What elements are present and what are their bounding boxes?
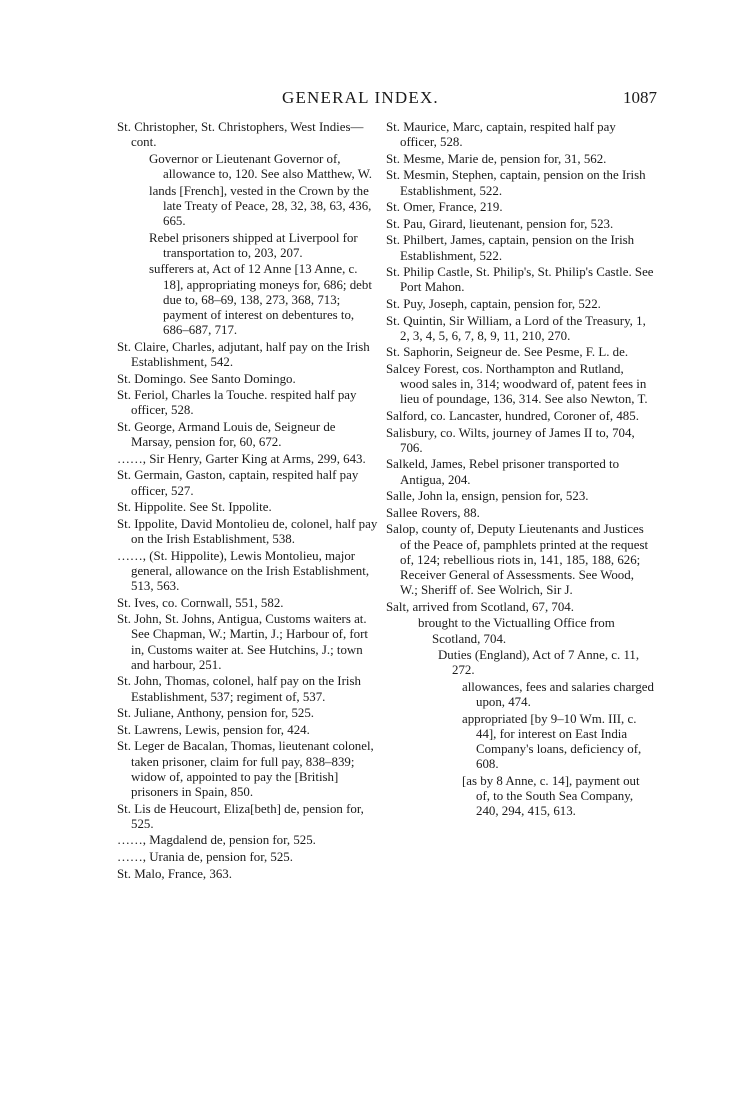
- index-entry: [386, 345, 654, 360]
- index-entry-text: ……, Urania de, pension for, 525.: [117, 849, 293, 864]
- index-entry: [117, 340, 379, 370]
- index-entry: [386, 426, 654, 456]
- index-entry: [386, 489, 654, 504]
- index-subentry: [117, 152, 379, 182]
- index-entry: [386, 120, 654, 150]
- index-entry: [386, 522, 654, 598]
- index-entry-text: St. Omer, France, 219.: [386, 200, 503, 215]
- index-entry: [386, 314, 654, 344]
- index-entry-text: St. Lis de Heucourt, Eliza[beth] de, pension for, 525.: [117, 801, 364, 831]
- index-entry-text: Duties (England), Act of 7 Anne, c. 11, 272.: [438, 648, 640, 678]
- index-entry-text: Rebel prisoners shipped at Liverpool for transportation to, 203, 207.: [149, 230, 358, 260]
- index-entry-text: Salop, county of, Deputy Lieutenants and Justices of the Peace of, pamphlets printed at the request of, 124; rebellious riots in, 141, 185, 188, 626; Receiver General of Assessments. See Wood, W.; Sheriff of. See Wolrich, Sir J.: [386, 522, 649, 598]
- index-entry-text: ……, Sir Henry, Garter King at Arms, 299, 643.: [117, 451, 366, 466]
- index-entry: [117, 452, 379, 467]
- index-entry: [117, 706, 379, 721]
- index-entry-text: St. Feriol, Charles la Touche. respited half pay officer, 528.: [117, 388, 357, 418]
- index-entry: [386, 152, 654, 167]
- index-entry: [386, 600, 654, 615]
- index-subentry: [386, 774, 654, 820]
- index-entry-text: lands [French], vested in the Crown by the late Treaty of Peace, 28, 32, 38, 63, 436, 665.: [149, 183, 372, 228]
- index-subentry: [386, 616, 654, 646]
- index-subentry: [386, 648, 654, 678]
- index-entry-text: ……, (St. Hippolite), Lewis Montolieu, major general, allowance on the Irish Establishment, 513, 563.: [117, 548, 370, 593]
- index-subentry: [386, 712, 654, 773]
- index-entry-text: Governor or Lieutenant Governor of, allowance to, 120. See also Matthew, W.: [149, 151, 372, 181]
- index-entry-text: Sallee Rovers, 88.: [386, 505, 480, 520]
- index-entry-text: St. Germain, Gaston, captain, respited half pay officer, 527.: [117, 468, 359, 498]
- index-entry: [386, 233, 654, 263]
- index-entry: [117, 850, 379, 865]
- index-entry-text: St. Ives, co. Cornwall, 551, 582.: [117, 595, 284, 610]
- index-entry-text: St. Mesmin, Stephen, captain, pension on the Irish Establishment, 522.: [386, 168, 646, 198]
- index-subentry: [117, 231, 379, 261]
- index-entry-text: St. Mesme, Marie de, pension for, 31, 562.: [386, 151, 607, 166]
- index-entry-text: St. Philip Castle, St. Philip's, St. Philip's Castle. See Port Mahon.: [386, 265, 654, 295]
- index-entry: [117, 372, 379, 387]
- index-entry-text: St. John, St. Johns, Antigua, Customs waiters at. See Chapman, W.; Martin, J.; Harbour of, fort in, Customs waiter at. See Hutchins, J.; town and harbour, 251.: [117, 612, 369, 672]
- index-entry-text: ……, Magdalend de, pension for, 525.: [117, 833, 316, 848]
- index-entry: [117, 867, 379, 882]
- index-entry: [117, 549, 379, 595]
- index-subentry: [386, 680, 654, 710]
- index-entry: [386, 457, 654, 487]
- index-entry: [386, 297, 654, 312]
- index-entry: [386, 168, 654, 198]
- index-entry-text: allowances, fees and salaries charged upon, 474.: [462, 679, 654, 710]
- index-entry: [117, 833, 379, 848]
- index-entry-text: St. Quintin, Sir William, a Lord of the Treasury, 1, 2, 3, 4, 5, 6, 7, 8, 9, 11, 210, 270.: [386, 313, 646, 343]
- index-entry: [117, 420, 379, 450]
- index-entry-text: St. Leger de Bacalan, Thomas, lieutenant colonel, taken prisoner, claim for full pay, 838–839; widow of, appointed to pay the [British] prisoners in Spain, 850.: [117, 739, 374, 799]
- index-entry: [117, 612, 379, 673]
- index-entry-text: St. Juliane, Anthony, pension for, 525.: [117, 706, 315, 721]
- index-entry-text: St. Hippolite. See St. Ippolite.: [117, 500, 272, 515]
- index-entry: [117, 674, 379, 704]
- index-entry-text: Salt, arrived from Scotland, 67, 704.: [386, 599, 574, 614]
- index-entry: [386, 265, 654, 295]
- index-entry-text: St. Claire, Charles, adjutant, half pay on the Irish Establishment, 542.: [117, 339, 370, 369]
- index-entry: [117, 120, 379, 150]
- index-entry-text: Salisbury, co. Wilts, journey of James II to, 704, 706.: [386, 425, 635, 455]
- index-entry-text: St. Lawrens, Lewis, pension for, 424.: [117, 722, 310, 737]
- page-header: [0, 88, 731, 112]
- left-index-column: [117, 120, 379, 883]
- index-entry: [117, 802, 379, 832]
- index-entry-text: St. Saphorin, Seigneur de. See Pesme, F. L. de.: [386, 345, 629, 360]
- index-entry: [117, 468, 379, 498]
- index-entry-text: St. Puy, Joseph, captain, pension for, 522.: [386, 296, 601, 311]
- index-entry-text: St. Christopher, St. Christophers, West Indies—cont.: [117, 120, 364, 150]
- index-entry-text: St. John, Thomas, colonel, half pay on the Irish Establishment, 537; regiment of, 537.: [117, 674, 361, 704]
- index-entry-text: Salford, co. Lancaster, hundred, Coroner of, 485.: [386, 408, 639, 423]
- page-number: 1087: [623, 88, 657, 107]
- index-entry-text: St. Domingo. See Santo Domingo.: [117, 371, 296, 386]
- index-entry-text: St. George, Armand Louis de, Seigneur de Marsay, pension for, 60, 672.: [117, 419, 336, 450]
- index-entry: [386, 362, 654, 408]
- index-entry-text: St. Pau, Girard, lieutenant, pension for, 523.: [386, 216, 614, 231]
- index-entry-text: Salkeld, James, Rebel prisoner transported to Antigua, 204.: [386, 457, 620, 487]
- index-entry: [386, 506, 654, 521]
- index-entry: [117, 517, 379, 547]
- index-entry-text: [as by 8 Anne, c. 14], payment out of, to the South Sea Company, 240, 294, 415, 613.: [462, 773, 640, 819]
- index-entry-text: Salle, John la, ensign, pension for, 523.: [386, 489, 589, 504]
- right-index-column: [386, 120, 654, 821]
- index-entry: [117, 739, 379, 800]
- index-entry-text: brought to the Victualling Office from Scotland, 704.: [418, 616, 615, 646]
- index-entry: [117, 596, 379, 611]
- index-entry-text: Salcey Forest, cos. Northampton and Rutland, wood sales in, 314; woodward of, patent fees in lieu of poundage, 136, 314. See also Newton, T.: [386, 361, 648, 407]
- index-subentry: [117, 184, 379, 230]
- index-entry: [117, 723, 379, 738]
- index-entry-text: St. Ippolite, David Montolieu de, colonel, half pay on the Irish Establishment, 538.: [117, 516, 378, 546]
- index-subentry: [117, 262, 379, 338]
- index-entry: [117, 388, 379, 418]
- index-entry-text: appropriated [by 9–10 Wm. III, c. 44], for interest on East India Company's loans, deficiency of, 608.: [462, 711, 642, 772]
- index-entry-text: St. Philbert, James, captain, pension on the Irish Establishment, 522.: [386, 233, 635, 263]
- index-entry-text: sufferers at, Act of 12 Anne [13 Anne, c. 18], appropriating moneys for, 686; debt due to, 68–69, 138, 273, 368, 713; payment of interest on debentures to, 686–687, 717.: [149, 262, 372, 338]
- running-title: GENERAL INDEX.: [282, 88, 439, 107]
- index-entry: [386, 200, 654, 215]
- index-entry: [117, 500, 379, 515]
- index-entry: [386, 217, 654, 232]
- index-entry-text: St. Malo, France, 363.: [117, 866, 232, 881]
- index-entry-text: St. Maurice, Marc, captain, respited half pay officer, 528.: [386, 120, 616, 150]
- index-entry: [386, 409, 654, 424]
